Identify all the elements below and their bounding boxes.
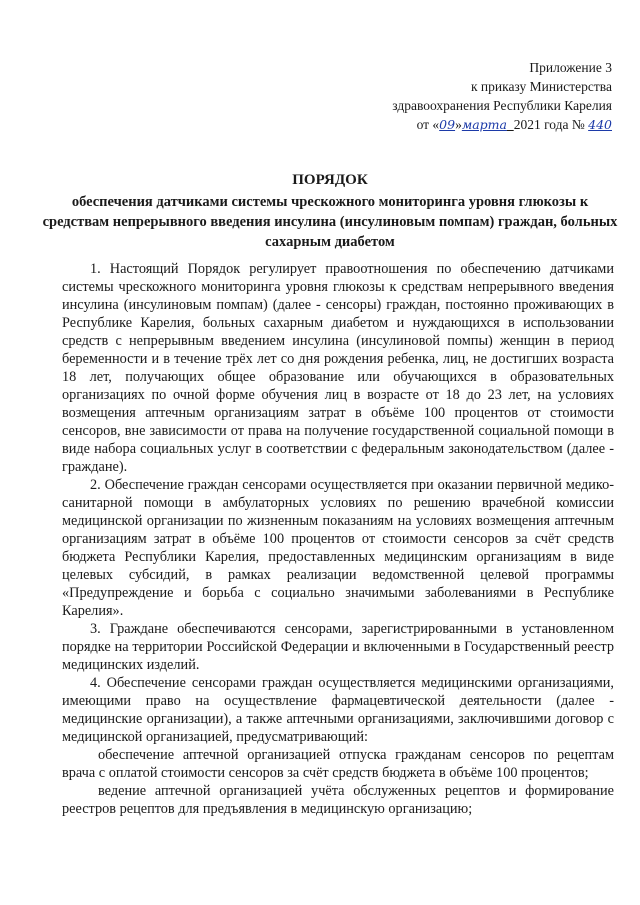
handwritten-day: 09	[439, 117, 456, 132]
paragraph-2: 2. Обеспечение граждан сенсорами осуществляется при оказании первичной медико-санитарной помощи в амбулаторных условиях по решению врачебной комиссии медицинской организации по жизненным показаниям на условиях возмещения аптечным организациям затрат в объёме 100 процентов от стоимости сенсоров за счёт средств бюджета Республики Карелия, предоставленных медицинским организациям в виде целевых субсидий, в рамках реализации ведомственной целевой программы «Предупреждение и борьба с социально значимыми заболеваниями в Республике Карелия».	[62, 477, 614, 619]
order-date-line	[332, 115, 612, 134]
handwritten-month: марта	[461, 117, 507, 132]
handwritten-order-number: 440	[588, 117, 612, 132]
appendix-order-reference: к приказу Министерства	[470, 79, 612, 94]
paragraph-4-item-2: ведение аптечной организацией учёта обслуженных рецептов и формирование реестров рецептов для предъявления в медицинскую организацию;	[62, 783, 614, 817]
paragraph-4: 4. Обеспечение сенсорами граждан осуществляется медицинскими организациями, имеющими право на осуществление фармацевтической деятельности (далее - медицинские организации), а также аптечными организациями, заключившими договор с медицинской организацией, предусматривающий:	[62, 675, 614, 745]
date-prefix: от «	[416, 117, 440, 132]
appendix-ministry: здравоохранения Республики Карелия	[392, 98, 612, 113]
title-main: ПОРЯДОК	[292, 172, 368, 188]
paragraph-1: 1. Настоящий Порядок регулирует правоотношения по обеспечению датчиками системы чрескожного мониторинга уровня глюкозы к средствам непрерывного введения инсулина (инсулиновым помпам) (далее - сенсоры) граждан, постоянно проживающих в Республике Карелия, больных сахарным диабетом и нуждающихся в использовании средств с непрерывным введением инсулина (инсулиновой помпы) женщин в период беременности и в течение трёх лет со дня рождения ребенка, лиц, не достигших возраста 18 лет, получающих общее образование или обучающихся в образовательных организациях по очной форме обучения лиц в возрасте от 18 до 23 лет, на условиях возмещения аптечным организациям затрат в объёме 100 процентов от стоимости сенсоров, вне зависимости от права на получение государственной социальной помощи в виде набора социальных услуг в соответствии с федеральным законодательством (далее - граждане).	[62, 261, 614, 475]
title-subtitle: обеспечения датчиками системы чрескожного мониторинга уровня глюкозы к средствам непрерывного введения инсулина (инсулиновым помпам) граждан, больных сахарным диабетом	[42, 194, 618, 250]
paragraph-3: 3. Граждане обеспечиваются сенсорами, зарегистрированными в установленном порядке на территории Российской Федерации и включенными в Государственный реестр медицинских изделий.	[62, 621, 614, 673]
document-body	[62, 260, 614, 818]
date-year: 2021 года №	[513, 117, 585, 132]
paragraph-4-item-1: обеспечение аптечной организацией отпуска гражданам сенсоров по рецептам врача с оплатой стоимости сенсоров за счёт средств бюджета в объёме 100 процентов;	[62, 747, 614, 781]
appendix-number: Приложение 3	[529, 60, 612, 75]
document-title	[40, 170, 620, 252]
appendix-header	[332, 58, 612, 134]
date-mid: »	[455, 117, 462, 132]
